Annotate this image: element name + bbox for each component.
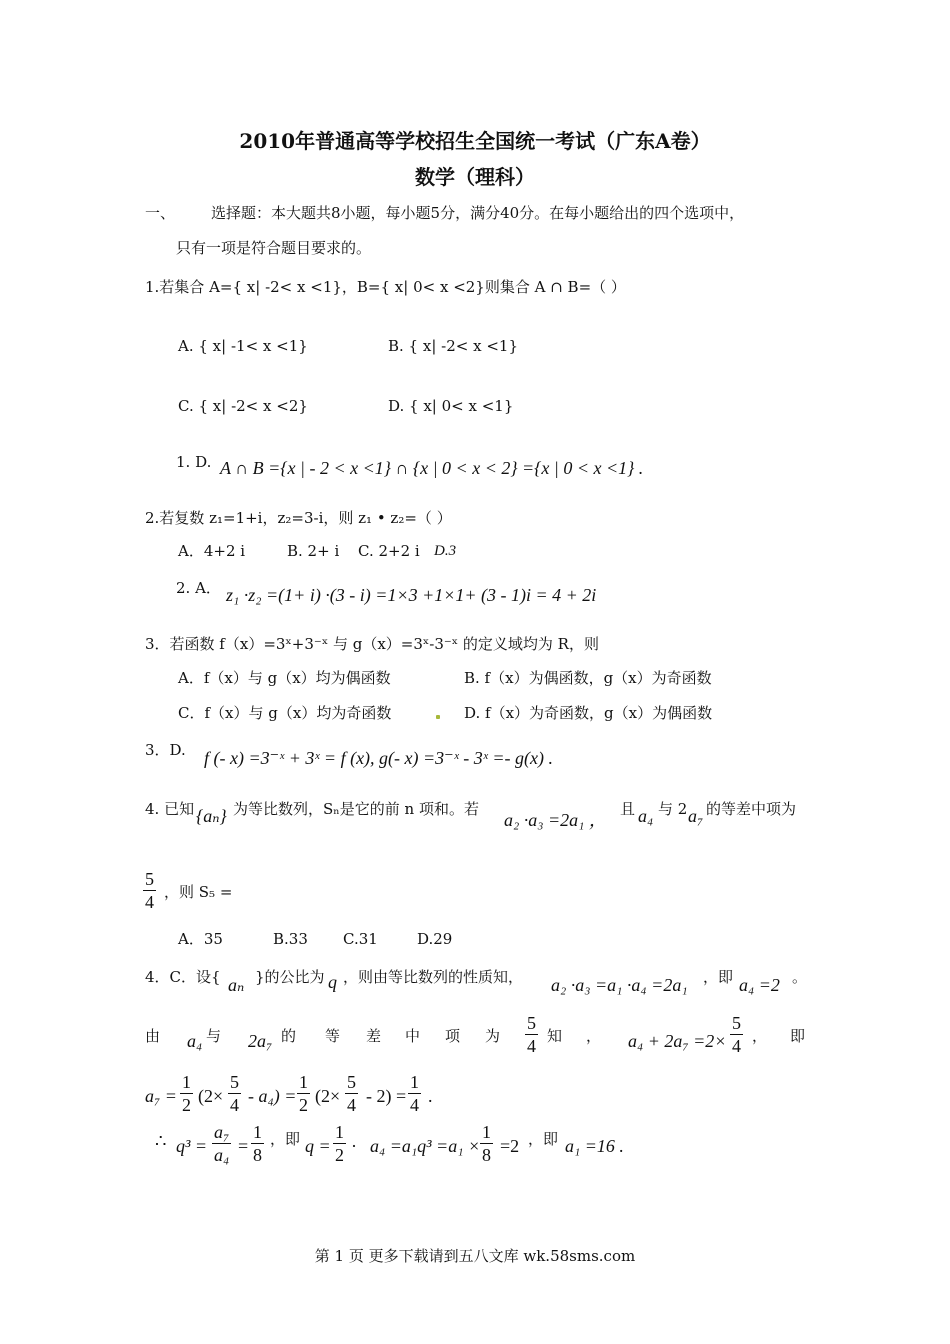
question-4-stem-part6: ，则 S₅ = <box>164 883 233 901</box>
solution-4-word: ， <box>586 1027 602 1045</box>
fraction-denominator: 4 <box>410 1095 419 1115</box>
question-3-solution: f (- x) =3⁻ˣ + 3ˣ = f (x), g(- x) =3⁻ˣ - 3ˣ =- g(x) . <box>204 748 553 768</box>
fraction-denominator: 4 <box>230 1095 239 1115</box>
fraction-numerator: 1 <box>182 1072 191 1092</box>
fraction-denominator: 8 <box>253 1145 262 1165</box>
question-3-option-c: C．f（x）与 g（x）均为奇函数 <box>178 704 392 722</box>
fraction-numerator: 5 <box>230 1072 239 1092</box>
fraction-denominator: 4 <box>145 892 154 912</box>
question-3-stem: 3．若函数 f（x）=3ˣ+3⁻ˣ 与 g（x）=3ˣ-3⁻ˣ 的定义域均为 R，则 <box>145 635 599 653</box>
solution-4-ji-1: ，即 <box>270 1130 301 1148</box>
solution-4-line2-eq: a₄ + 2a₇ =2× <box>628 1031 727 1051</box>
solution-4-line3-p3: (2× <box>315 1086 341 1106</box>
fraction-half <box>297 1071 310 1116</box>
fraction-numerator: 1 <box>253 1122 262 1142</box>
solution-4-word: ， <box>752 1027 768 1045</box>
question-1-option-c: C. { x| -2< x <2} <box>178 397 308 415</box>
solution-4-line2-a4: a₄ <box>187 1031 203 1051</box>
solution-4-ji-2: ，即 <box>528 1130 559 1148</box>
solution-4-word: 的 <box>281 1027 297 1045</box>
solution-4-a4-chain: a₄ =a₁q³ =a₁ × <box>370 1136 481 1156</box>
fraction-denominator: 2 <box>335 1145 344 1165</box>
question-4-option-a: A．35 <box>178 930 223 948</box>
fraction-numerator: 5 <box>347 1072 356 1092</box>
exam-subtitle: 数学（理科） <box>415 165 535 189</box>
solution-4-line1-d: ，即 <box>703 968 734 986</box>
question-2-answer-label: 2. A． <box>176 579 221 597</box>
solution-4-eq-sign: = <box>238 1136 249 1156</box>
question-4-option-c: C.31 <box>343 930 378 948</box>
fraction-five-quarters <box>525 1012 538 1057</box>
fraction-eighth <box>480 1121 493 1166</box>
solution-4-line3-end: . <box>428 1086 433 1106</box>
solution-4-eq2: a₄ =2 <box>739 975 780 995</box>
question-1-solution: A ∩ B ={x | - 2 < x <1} ∩ {x | 0 < x < 2} ={x | 0 < x <1} . <box>220 458 644 478</box>
therefore-symbol: ∴ <box>155 1131 167 1151</box>
fraction-a7-over-a4 <box>212 1121 231 1166</box>
question-4-stem-part4: 与 2 <box>658 800 688 818</box>
fraction-denominator: 4 <box>347 1095 356 1115</box>
question-1-option-a: A. { x| -1< x <1} <box>178 337 308 355</box>
fraction-numerator: a₇ <box>214 1122 230 1142</box>
question-4-option-d: D.29 <box>417 930 453 948</box>
solution-4-word: 知 <box>547 1027 563 1045</box>
question-2-solution: z₁ ·z₂ =(1+ i) ·(3 - i) =1×3 +1×1+ (3 - 1)i = 4 + 2i <box>226 585 597 605</box>
solution-4-an: aₙ <box>228 975 245 995</box>
question-1-answer-label: 1. D. <box>176 453 212 471</box>
solution-4-q3: q³ = <box>176 1136 208 1156</box>
fraction-five-quarters <box>730 1012 743 1057</box>
fraction-denominator: a₄ <box>214 1145 230 1165</box>
section-instructions-cont: 只有一项是符合题目要求的。 <box>176 239 372 257</box>
solution-4-word: 与 <box>206 1027 222 1045</box>
decorative-dot <box>436 715 440 719</box>
solution-4-line1-a: 4．C．设{ <box>145 968 221 986</box>
solution-4-word: 即 <box>790 1027 806 1045</box>
solution-4-line1-e: 。 <box>792 968 808 986</box>
fraction-numerator: 5 <box>527 1013 536 1033</box>
question-4-stem-part2: 为等比数列，Sₙ是它的前 n 项和。若 <box>233 800 479 818</box>
fraction-half <box>180 1071 193 1116</box>
question-3-option-b: B. f（x）为偶函数，g（x）为奇函数 <box>464 669 712 687</box>
fraction-five-quarters <box>345 1071 358 1116</box>
question-3-option-a: A．f（x）与 g（x）均为偶函数 <box>178 669 391 687</box>
fraction-denominator: 2 <box>299 1095 308 1115</box>
solution-4-word: 等 <box>325 1027 341 1045</box>
fraction-five-quarters <box>228 1071 241 1116</box>
fraction-denominator: 2 <box>182 1095 191 1115</box>
page-footer: 第 1 页 更多下载请到五八文库 wk.58sms.com <box>314 1247 636 1265</box>
section-instructions: 选择题：本大题共8小题，每小题5分，满分40分。在每小题给出的四个选项中， <box>211 204 745 222</box>
solution-4-a1: a₁ =16 . <box>565 1136 624 1156</box>
question-2-option-c: C. 2+2 i <box>358 542 420 560</box>
section-number: 一、 <box>145 204 176 222</box>
solution-4-word: 为 <box>485 1027 501 1045</box>
solution-4-word: 项 <box>445 1027 461 1045</box>
solution-4-line1-b: }的公比为 <box>255 968 325 986</box>
fraction-denominator: 4 <box>527 1036 536 1056</box>
fraction-numerator: 1 <box>335 1122 344 1142</box>
question-2-option-d: D.3 <box>434 543 457 559</box>
sequence-symbol: {aₙ} <box>196 806 227 826</box>
question-2-option-a: A．4+2 i <box>178 542 246 560</box>
solution-4-word: 由 <box>145 1027 161 1045</box>
solution-4-eq-two: =2 <box>500 1136 520 1156</box>
question-4-stem-part5: 的等差中项为 <box>706 800 797 818</box>
solution-4-dot: · <box>351 1136 357 1156</box>
fraction-quarter <box>408 1071 421 1116</box>
question-4-stem-part3: 且 <box>620 800 636 818</box>
solution-4-word: 差 <box>366 1027 382 1045</box>
question-4-a4: a₄ <box>638 806 654 826</box>
question-3-option-d: D. f（x）为奇函数，g（x）为偶函数 <box>464 704 713 722</box>
question-2-stem: 2.若复数 z₁=1+i，z₂=3-i，则 z₁ • z₂=（ ） <box>145 509 452 527</box>
fraction-numerator: 5 <box>145 869 154 889</box>
solution-4-line2-2a7: 2a₇ <box>248 1031 273 1051</box>
solution-4-a7: a₇ = <box>145 1086 177 1106</box>
question-4-option-b: B.33 <box>273 930 308 948</box>
question-2-option-b: B. 2+ i <box>287 542 340 560</box>
exam-title: 2010年普通高等学校招生全国统一考试（广东A卷） <box>239 129 711 153</box>
question-4-condition-1: a₂ ·a₃ =2a₁ ， <box>504 810 607 830</box>
solution-4-line3-p2: - a₄) = <box>248 1086 297 1106</box>
fraction-numerator: 5 <box>732 1013 741 1033</box>
question-3-answer-label: 3．D. <box>145 741 186 759</box>
fraction-numerator: 1 <box>482 1122 491 1142</box>
question-1-option-d: D. { x| 0< x <1} <box>388 397 514 415</box>
solution-4-q: q <box>328 972 337 992</box>
fraction-five-quarters <box>143 868 156 913</box>
question-1-stem: 1.若集合 A={ x| -2< x <1}，B={ x| 0< x <2}则集合 A ∩ B=（ ） <box>145 278 626 296</box>
fraction-eighth <box>251 1121 264 1166</box>
question-1-option-b: B. { x| -2< x <1} <box>388 337 518 355</box>
fraction-numerator: 1 <box>410 1072 419 1092</box>
solution-4-q-eq: q = <box>305 1136 331 1156</box>
fraction-denominator: 8 <box>482 1145 491 1165</box>
solution-4-line3-p1: (2× <box>198 1086 224 1106</box>
fraction-half <box>333 1121 346 1166</box>
question-4-a7: a₇ <box>688 806 704 826</box>
fraction-denominator: 4 <box>732 1036 741 1056</box>
solution-4-eq1: a₂ ·a₃ =a₁ ·a₄ =2a₁ <box>551 975 688 995</box>
fraction-numerator: 1 <box>299 1072 308 1092</box>
question-4-stem-part1: 4. 已知 <box>145 800 195 818</box>
solution-4-line3-p4: - 2) = <box>366 1086 407 1106</box>
solution-4-line1-c: ，则由等比数列的性质知， <box>343 968 524 986</box>
solution-4-word: 中 <box>405 1027 421 1045</box>
